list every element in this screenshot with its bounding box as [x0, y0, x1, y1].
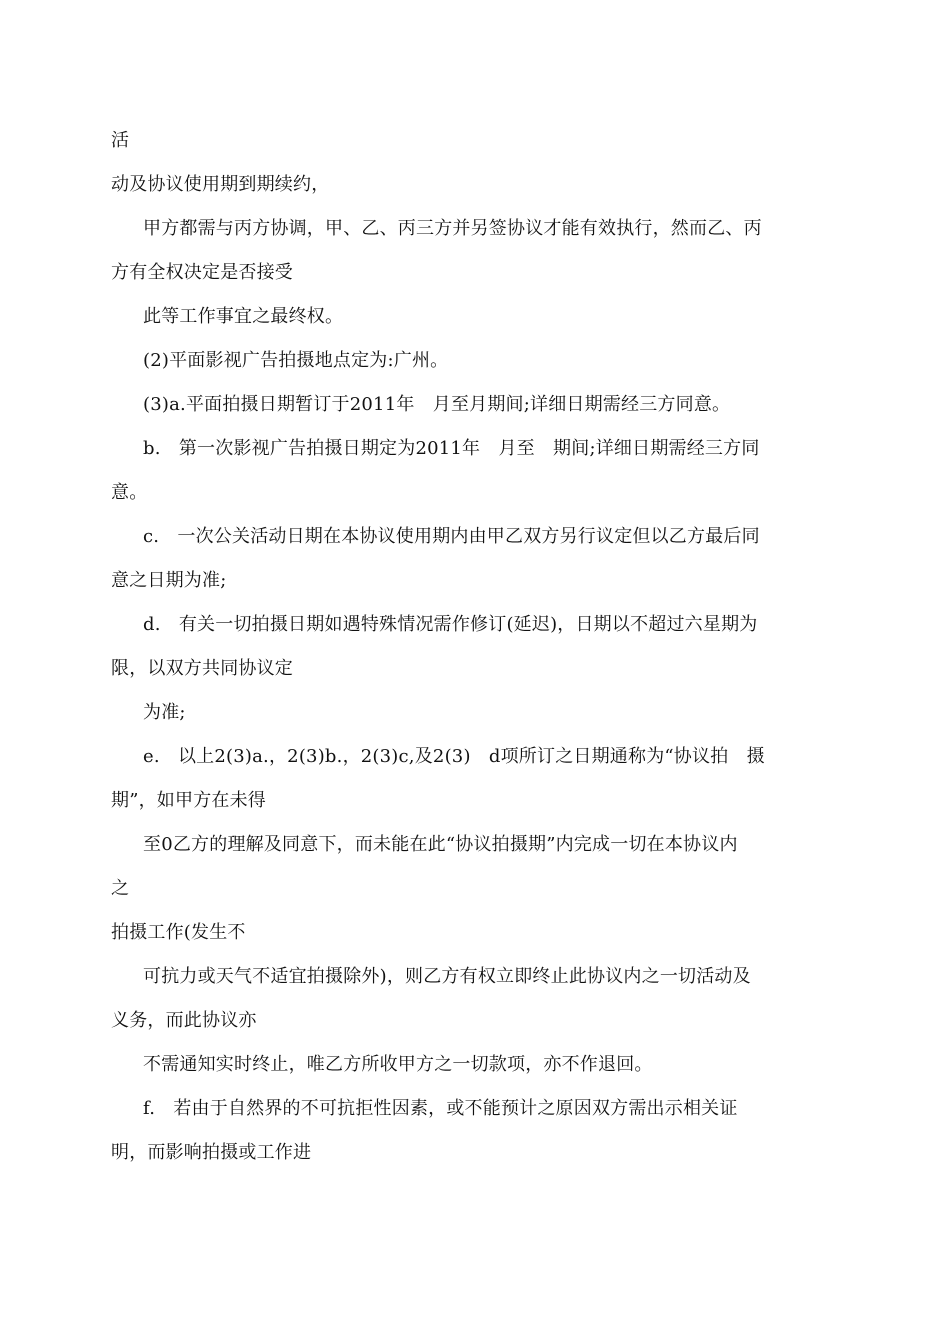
text-line: (2)平面影视广告拍摄地点定为:广州。: [143, 350, 449, 371]
text-line: 为准;: [143, 702, 186, 723]
text-line: 甲方都需与丙方协调，甲、乙、丙三方并另签协议才能有效执行，然而乙、丙: [143, 218, 762, 239]
text-line: e. 以上2(3)a.，2(3)b.，2(3)c,及2(3) d项所订之日期通称为“协议拍 摄: [143, 746, 765, 767]
text-line: 意。: [111, 482, 148, 503]
text-line: 义务，而此协议亦: [111, 1010, 257, 1031]
text-line: 限，以双方共同协议定: [111, 658, 293, 679]
text-line: 拍摄工作(发生不: [111, 922, 246, 943]
text-line: 方有全权决定是否接受: [111, 262, 293, 283]
text-line: 之: [111, 878, 130, 899]
text-line: 不需通知实时终止，唯乙方所收甲方之一切款项，亦不作退回。: [143, 1054, 653, 1075]
text-line: f. 若由于自然界的不可抗拒性因素，或不能预计之原因双方需出示相关证: [143, 1098, 738, 1119]
text-line: 动及协议使用期到期续约，: [111, 174, 330, 195]
text-line: 至0乙方的理解及同意下，而未能在此“协议拍摄期”内完成一切在本协议内: [143, 834, 738, 855]
text-line: 期”，如甲方在未得: [111, 790, 267, 811]
text-line: 明，而影响拍摄或工作进: [111, 1142, 312, 1163]
text-line: 意之日期为准;: [111, 570, 227, 591]
text-line: 此等工作事宜之最终权。: [143, 306, 344, 327]
text-line: 可抗力或天气不适宜拍摄除外)，则乙方有权立即终止此协议内之一切活动及: [143, 966, 751, 987]
text-line: d. 有关一切拍摄日期如遇特殊情况需作修订(延迟)，日期以不超过六星期为: [143, 614, 758, 635]
text-line: 活: [111, 130, 130, 151]
text-line: (3)a.平面拍摄日期暂订于2011年 月至月期间;详细日期需经三方同意。: [143, 394, 731, 415]
text-line: c. 一次公关活动日期在本协议使用期内由甲乙双方另行议定但以乙方最后同: [143, 526, 760, 547]
text-line: b. 第一次影视广告拍摄日期定为2011年 月至 期间;详细日期需经三方同: [143, 438, 760, 459]
